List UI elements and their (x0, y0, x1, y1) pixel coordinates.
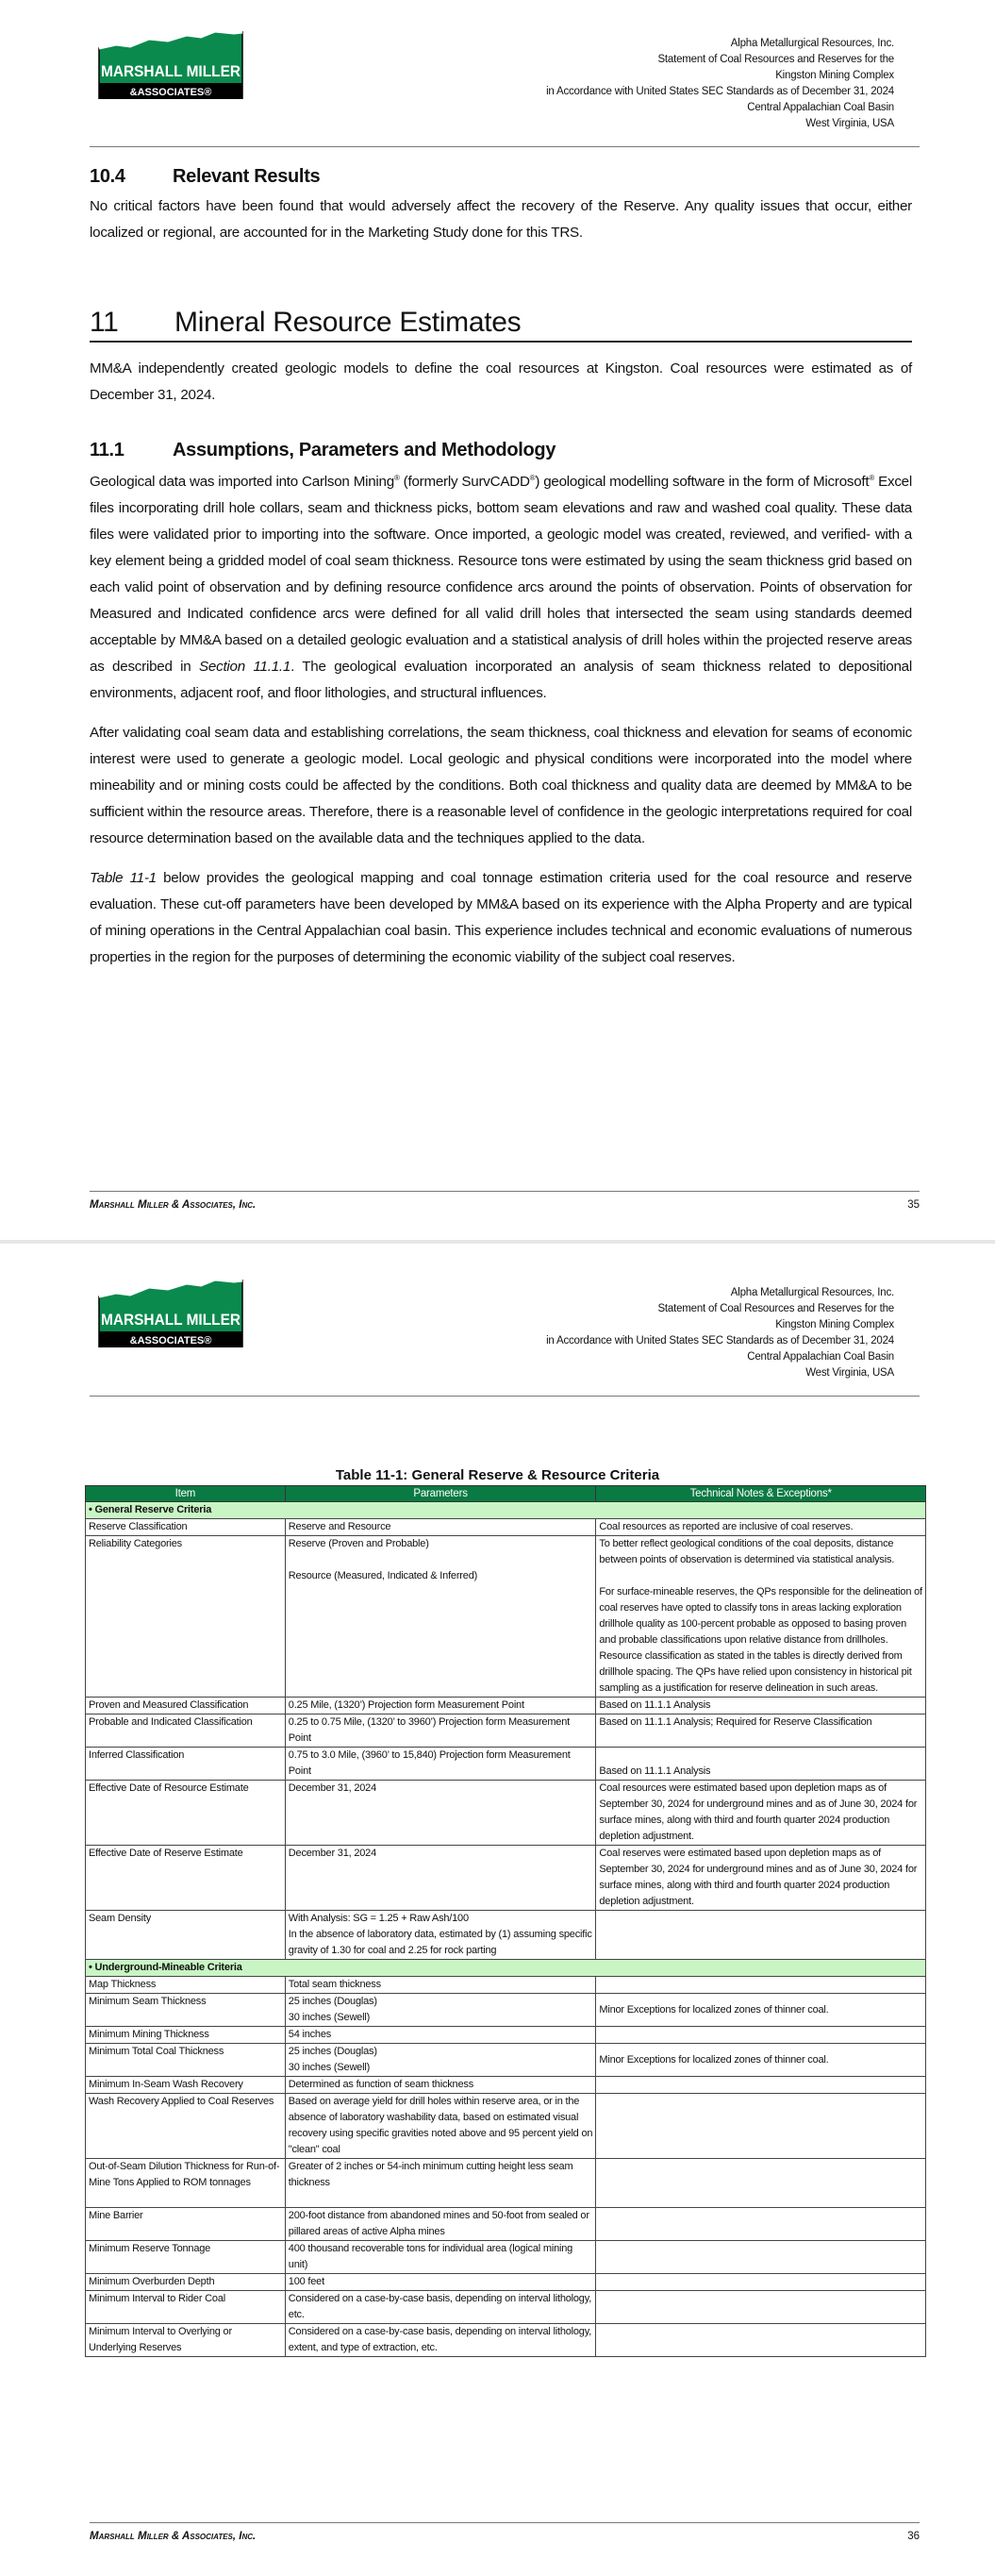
header-line: West Virginia, USA (805, 118, 894, 129)
item-cell: Probable and Indicated Classification (86, 1715, 286, 1748)
table-row (86, 2077, 926, 2094)
section-title: • Underground-Mineable Criteria (86, 1960, 926, 1977)
notes-cell (596, 1911, 926, 1960)
item-cell: Wash Recovery Applied to Coal Reserves (86, 2094, 286, 2159)
section-number: 11.1 (90, 440, 124, 460)
paragraph: MM&A independently created geologic models to define the coal resources at Kingston. Coal resources were estimated as of December 31, 2024. (90, 360, 912, 403)
notes-cell (596, 2208, 926, 2241)
marshall-miller-logo (97, 1280, 244, 1347)
item-cell: Reliability Categories (86, 1536, 286, 1698)
column-header-parameters: Parameters (285, 1486, 596, 1502)
table-row (86, 2159, 926, 2208)
notes-cell: Based on 11.1.1 Analysis (596, 1748, 926, 1781)
text-run: ) geological modelling software in the form of Microsoft (535, 474, 870, 491)
table-row (86, 1781, 926, 1846)
header-line: Kingston Mining Complex (775, 1319, 894, 1330)
header-line: Central Appalachian Coal Basin (747, 102, 894, 113)
parameters-cell: Determined as function of seam thickness (285, 2077, 596, 2094)
table-row (86, 2027, 926, 2044)
parameters-cell: Total seam thickness (285, 1977, 596, 1994)
text-run: below provides the geological mapping and coal tonnage estimation criteria used for the coal resource and reserve evaluation. These cut-off parameters have been developed by MM&A based on its experience with the Alpha Property and are typical of mining operations in the Central Appalachian coal basin. This experience includes technical and economic evaluations of numerous properties in the region for the purposes of determining the economic viability of the subject coal reserves. (90, 870, 912, 966)
section-title: • General Reserve Criteria (86, 1502, 926, 1519)
notes-cell (596, 2291, 926, 2324)
paragraph (90, 465, 912, 707)
item-cell: Minimum Seam Thickness (86, 1994, 286, 2027)
notes-cell: Coal reserves were estimated based upon depletion maps as of September 30, 2024 for underground mines and as of June 30, 2024 for surface mines, along with third and fourth quarter 2024 production depletion adjustment. (596, 1846, 926, 1911)
notes-cell (596, 1977, 926, 1994)
header-divider (90, 1396, 920, 1397)
header-divider (90, 146, 920, 147)
notes-cell (596, 2324, 926, 2357)
table-row (86, 1715, 926, 1748)
text-run: Geological data was imported into Carlson Mining (90, 474, 394, 491)
parameters-cell: Considered on a case-by-case basis, depending on interval lithology, etc. (285, 2291, 596, 2324)
footer-company: Marshall Miller & Associates, Inc. (90, 2531, 257, 2542)
section-number: 10.4 (90, 166, 125, 187)
parameters-cell: 25 inches (Douglas) 30 inches (Sewell) (285, 2044, 596, 2077)
notes-cell (596, 2094, 926, 2159)
text-run: Excel files incorporating drill hole collars, seam and thickness picks, bottom seam elevations and raw and washed coal quality. These data files were validated prior to importing into the software. Once imported, a geologic model was created, reviewed, and verified- with a key element being a gridded model of coal seam thickness. Resource tons were estimated by using the seam thickness grid based on each valid point of observation and by defining resource confidence arcs around the points of observation. Points of observation for Measured and Indicated confidence arcs were defined for all valid drill holes that intersected the seam using standards deemed acceptable by MM&A based on a detailed geologic evaluation and a statistical analysis of drill holes within the projected reserve areas as described in (90, 474, 912, 676)
parameters-cell: Reserve (Proven and Probable) Resource (Measured, Indicated & Inferred) (285, 1536, 596, 1698)
table-row (86, 2241, 926, 2274)
notes-cell (596, 2159, 926, 2208)
chapter-title: Mineral Resource Estimates (174, 307, 522, 338)
parameters-cell: 0.25 to 0.75 Mile, (1320’ to 3960’) Projection form Measurement Point (285, 1715, 596, 1748)
header-line: Statement of Coal Resources and Reserves for the (657, 1303, 894, 1314)
table-row (86, 2044, 926, 2077)
page-35 (0, 0, 995, 1241)
document-header (546, 1285, 894, 1381)
section-reference: Section 11.1.1 (199, 659, 291, 676)
svg-text:&ASSOCIATES®: &ASSOCIATES® (129, 1335, 212, 1347)
table-row (86, 1911, 926, 1960)
section-11 (90, 307, 912, 409)
column-header-item: Item (86, 1486, 286, 1502)
header-line: in Accordance with United States SEC Standards as of December 31, 2024 (546, 1335, 894, 1347)
header-line: Alpha Metallurgical Resources, Inc. (730, 1287, 894, 1298)
section-title: Assumptions, Parameters and Methodology (173, 440, 556, 460)
notes-cell: Based on 11.1.1 Analysis (596, 1698, 926, 1715)
table-title: Table 11-1: General Reserve & Resource Criteria (335, 1467, 660, 1483)
item-cell: Minimum Interval to Overlying or Underlying Reserves (86, 2324, 286, 2357)
item-cell: Effective Date of Resource Estimate (86, 1781, 286, 1846)
table-row (86, 1698, 926, 1715)
section-title: Relevant Results (173, 166, 321, 187)
table-row (86, 1536, 926, 1698)
header-line: in Accordance with United States SEC Standards as of December 31, 2024 (546, 86, 894, 97)
parameters-cell: 100 feet (285, 2274, 596, 2291)
notes-cell: Based on 11.1.1 Analysis; Required for Reserve Classification (596, 1715, 926, 1748)
item-cell: Seam Density (86, 1911, 286, 1960)
item-cell: Minimum Reserve Tonnage (86, 2241, 286, 2274)
parameters-cell: December 31, 2024 (285, 1846, 596, 1911)
item-cell: Minimum Interval to Rider Coal (86, 2291, 286, 2324)
parameters-cell: Considered on a case-by-case basis, depending on interval lithology, extent, and type of extraction, etc. (285, 2324, 596, 2357)
header-line: West Virginia, USA (805, 1367, 894, 1379)
paragraph (90, 865, 912, 971)
footer-company: Marshall Miller & Associates, Inc. (90, 1199, 257, 1211)
chapter-number: 11 (90, 307, 119, 338)
text-run: . The geological evaluation incorporated an analysis of seam thickness related to depositional environments, adjacent roof, and floor lithologies, and structural influences. (90, 659, 913, 702)
notes-cell (596, 2027, 926, 2044)
criteria-table (85, 1485, 926, 2357)
parameters-cell: With Analysis: SG = 1.25 + Raw Ash/100 In the absence of laboratory data, estimated by (1) assuming specific gravity of 1.30 for coal and 2.25 for rock parting (285, 1911, 596, 1960)
table-row (86, 1519, 926, 1536)
svg-text:&ASSOCIATES®: &ASSOCIATES® (129, 87, 212, 98)
header-line: Alpha Metallurgical Resources, Inc. (730, 38, 894, 49)
column-header-notes: Technical Notes & Exceptions* (596, 1486, 926, 1502)
notes-cell: Minor Exceptions for localized zones of thinner coal. (596, 1994, 926, 2027)
section-heading (90, 166, 912, 188)
notes-cell (596, 2274, 926, 2291)
parameters-cell: Reserve and Resource (285, 1519, 596, 1536)
table-row (86, 1846, 926, 1911)
registered-mark: ® (869, 474, 875, 482)
page-footer (90, 2522, 920, 2542)
paragraph: After validating coal seam data and establishing correlations, the seam thickness, coal thickness and elevation for seams of economic interest were used to generate a geologic model. Local geologic and physical conditions were incorporated into the model where mineability and or mining costs could be affected by the conditions. Both coal thickness and quality data are deemed by MM&A to be sufficient within the resource areas. Therefore, there is a reasonable level of confidence in the geologic interpretations required for coal resource determination based on the available data and the techniques applied to the data. (90, 725, 912, 847)
item-cell: Effective Date of Reserve Estimate (86, 1846, 286, 1911)
item-cell: Minimum Overburden Depth (86, 2274, 286, 2291)
header-line: Central Appalachian Coal Basin (747, 1351, 894, 1363)
table-reference: Table 11-1 (90, 870, 157, 887)
section-row (86, 1960, 926, 1977)
notes-cell: To better reflect geological conditions of the coal deposits, distance between points of observation is determined via statistical analysis. For surface-mineable reserves, the QPs responsible for the delineation of coal reserves have opted to classify tons in areas lacking exploration drillhole quality as 100-percent probable as opposed to basing proven and probable classifications upon relative distance from drillholes. Resource classification as stated in the tables is directly derived from drillhole spacing. The QPs have relied upon consistency in historical pit sampling as a justification for reserve delineation in such areas. (596, 1536, 926, 1698)
notes-cell: Coal resources as reported are inclusive of coal reserves. (596, 1519, 926, 1536)
table-row (86, 2094, 926, 2159)
parameters-cell: 54 inches (285, 2027, 596, 2044)
item-cell: Map Thickness (86, 1977, 286, 1994)
notes-cell (596, 2241, 926, 2274)
table-row (86, 2324, 926, 2357)
item-cell: Minimum Total Coal Thickness (86, 2044, 286, 2077)
notes-cell (596, 2077, 926, 2094)
page-36 (0, 1244, 995, 2576)
header-line: Statement of Coal Resources and Reserves for the (657, 54, 894, 65)
marshall-miller-logo (97, 31, 244, 99)
document-header (546, 36, 894, 132)
item-cell: Reserve Classification (86, 1519, 286, 1536)
parameters-cell: December 31, 2024 (285, 1781, 596, 1846)
table-header-row (86, 1486, 926, 1502)
section-11-1 (90, 440, 912, 971)
chapter-heading (90, 307, 912, 343)
paragraph: No critical factors have been found that would adversely affect the recovery of the Reserve. Any quality issues that occur, either localized or regional, are accounted for in the Marketing Study done for this TRS. (90, 198, 912, 241)
parameters-cell: 200-foot distance from abandoned mines and 50-foot from sealed or pillared areas of active Alpha mines (285, 2208, 596, 2241)
parameters-cell: 25 inches (Douglas) 30 inches (Sewell) (285, 1994, 596, 2027)
notes-cell: Minor Exceptions for localized zones of thinner coal. (596, 2044, 926, 2077)
registered-mark: ® (529, 474, 536, 482)
table-row (86, 1977, 926, 1994)
header-line: Kingston Mining Complex (775, 70, 894, 81)
parameters-cell: 0.25 Mile, (1320’) Projection form Measurement Point (285, 1698, 596, 1715)
section-heading (90, 440, 912, 461)
item-cell: Minimum Mining Thickness (86, 2027, 286, 2044)
item-cell: Proven and Measured Classification (86, 1698, 286, 1715)
svg-text:MARSHALL MILLER: MARSHALL MILLER (101, 62, 240, 80)
table-row (86, 2274, 926, 2291)
parameters-cell: Based on average yield for drill holes within reserve area, or in the absence of laboratory washability data, based on estimated visual recovery using specific gravities noted above and 95 percent yield on "clean" coal (285, 2094, 596, 2159)
table-row (86, 2208, 926, 2241)
table-row (86, 2291, 926, 2324)
section-row (86, 1502, 926, 1519)
item-cell: Out-of-Seam Dilution Thickness for Run-of-Mine Tons Applied to ROM tonnages (86, 2159, 286, 2208)
item-cell: Inferred Classification (86, 1748, 286, 1781)
parameters-cell: 400 thousand recoverable tons for individual area (logical mining unit) (285, 2241, 596, 2274)
text-run: (formerly SurvCADD (399, 474, 530, 491)
page-footer (90, 1191, 920, 1211)
page-number: 35 (907, 1199, 920, 1211)
item-cell: Minimum In-Seam Wash Recovery (86, 2077, 286, 2094)
svg-text:MARSHALL MILLER: MARSHALL MILLER (101, 1311, 240, 1329)
page-number: 36 (907, 2531, 920, 2542)
section-10-4 (90, 166, 912, 246)
item-cell: Mine Barrier (86, 2208, 286, 2241)
table-row (86, 1994, 926, 2027)
table-row (86, 1748, 926, 1781)
parameters-cell: Greater of 2 inches or 54-inch minimum cutting height less seam thickness (285, 2159, 596, 2208)
parameters-cell: 0.75 to 3.0 Mile, (3960’ to 15,840) Projection form Measurement Point (285, 1748, 596, 1781)
registered-mark: ® (393, 474, 400, 482)
notes-cell: Coal resources were estimated based upon depletion maps as of September 30, 2024 for underground mines and as of June 30, 2024 for surface mines, along with third and fourth quarter 2024 production depletion adjustment. (596, 1781, 926, 1846)
